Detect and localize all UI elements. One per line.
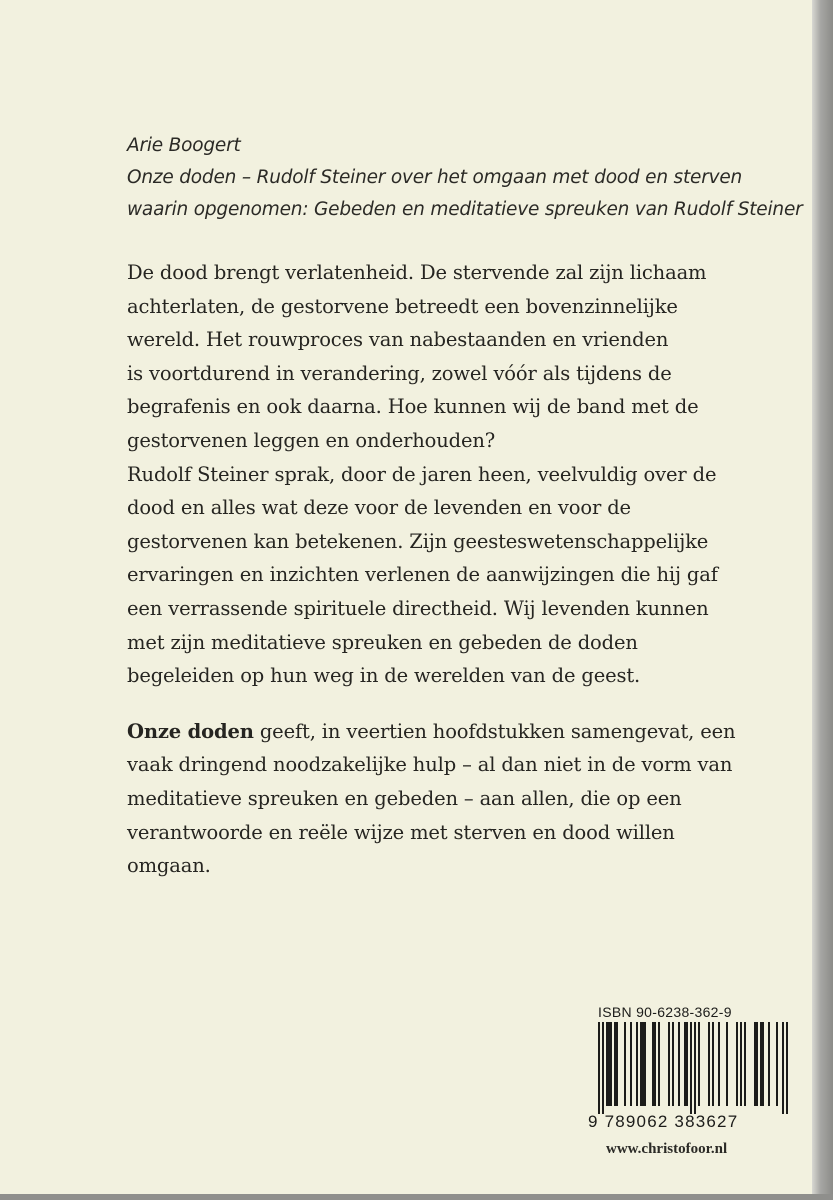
- barcode-bar: [658, 1022, 660, 1106]
- text-line: gestorvenen kan betekenen. Zijn geesteswetenschappelijke: [127, 529, 709, 553]
- barcode-bar: [668, 1022, 670, 1106]
- text-line: een verrassende spirituele directheid. Wij levenden kunnen: [127, 596, 709, 620]
- barcode-bar: [694, 1022, 696, 1114]
- barcode-bar: [602, 1022, 604, 1114]
- text-line: De dood brengt verlatenheid. De stervende zal zijn lichaam: [127, 261, 707, 284]
- text-line: vaak dringend noodzakelijke hulp – al dan niet in de vorm van: [127, 753, 733, 777]
- barcode-bar: [786, 1022, 788, 1114]
- header-block: [127, 130, 803, 226]
- book-edge: [812, 0, 833, 1200]
- book-subtitle: waarin opgenomen: Gebeden en meditatieve spreuken van Rudolf Steiner: [127, 199, 803, 220]
- barcode-bar: [614, 1022, 618, 1106]
- barcode-bar: [606, 1022, 612, 1106]
- text-line: verantwoorde en reële wijze met sterven en dood willen: [127, 820, 675, 844]
- barcode-bar: [726, 1022, 728, 1106]
- text-fragment: geeft, in veertien hoofdstukken samengevat, een: [253, 719, 736, 743]
- book-title: Onze doden – Rudolf Steiner over het omgaan met dood en sterven: [127, 167, 743, 188]
- barcode-bar: [760, 1022, 764, 1106]
- text-line: meditatieve spreuken en gebeden – aan allen, die op een: [127, 786, 682, 810]
- bold-title-lead: Onze doden: [127, 719, 254, 743]
- text-line: wereld. Het rouwproces van nabestaanden en vrienden: [127, 328, 669, 352]
- barcode-bar: [598, 1022, 600, 1114]
- paragraph-gap: [127, 693, 767, 715]
- barcode-bar: [740, 1022, 742, 1106]
- text-line: Rudolf Steiner sprak, door de jaren heen, veelvuldig over de: [127, 462, 717, 486]
- barcode-bar: [684, 1022, 688, 1106]
- text-line: achterlaten, de gestorvene betreedt een bovenzinnelijke: [127, 294, 678, 318]
- barcode-bar: [652, 1022, 656, 1106]
- barcode-bar: [768, 1022, 770, 1106]
- text-line: begeleiden op hun weg in de werelden van de geest.: [127, 664, 641, 688]
- barcode-bar: [630, 1022, 632, 1106]
- barcode-bar: [690, 1022, 692, 1114]
- barcode: [598, 1022, 788, 1114]
- book-bottom-edge: [0, 1194, 833, 1200]
- barcode-bar: [698, 1022, 700, 1106]
- barcode-bar: [782, 1022, 784, 1114]
- barcode-bar: [636, 1022, 638, 1106]
- barcode-bar: [708, 1022, 710, 1106]
- text-line: omgaan.: [127, 854, 211, 878]
- ean-digits: 9 789062 383627: [588, 1112, 739, 1131]
- text-line: begrafenis en ook daarna. Hoe kunnen wij de band met de: [127, 395, 699, 419]
- barcode-bar: [672, 1022, 674, 1106]
- barcode-bar: [678, 1022, 680, 1106]
- barcode-bar: [718, 1022, 720, 1106]
- text-line: [127, 715, 767, 749]
- barcode-bar: [744, 1022, 746, 1106]
- text-line: ervaringen en inzichten verlenen de aanwijzingen die hij gaf: [127, 563, 718, 587]
- barcode-bar: [776, 1022, 778, 1106]
- isbn-label: ISBN 90-6238-362-9: [598, 1004, 732, 1020]
- barcode-bar: [640, 1022, 646, 1106]
- barcode-bar: [712, 1022, 714, 1106]
- barcode-bar: [624, 1022, 626, 1106]
- text-line: met zijn meditatieve spreuken en gebeden de doden: [127, 630, 638, 654]
- text-line: gestorvenen leggen en onderhouden?: [127, 428, 496, 452]
- publisher-url: www.christofoor.nl: [606, 1141, 728, 1157]
- text-line: dood en alles wat deze voor de levenden en voor de: [127, 496, 631, 520]
- blurb-text: [127, 256, 767, 883]
- barcode-bar: [736, 1022, 738, 1106]
- text-line: is voortdurend in verandering, zowel vóór als tijdens de: [127, 361, 672, 385]
- barcode-bar: [754, 1022, 758, 1106]
- author-name: Arie Boogert: [127, 135, 241, 156]
